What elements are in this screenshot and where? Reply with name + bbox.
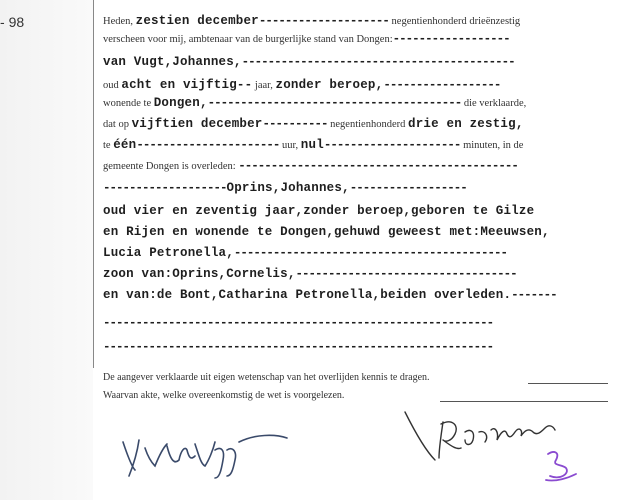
record-line xyxy=(103,32,510,46)
typed-text: Lucia Petronella, xyxy=(103,246,234,260)
printed-text: dat op xyxy=(103,119,132,130)
typed-text: nul xyxy=(300,138,324,152)
typed-text: zonder beroep, xyxy=(275,78,384,92)
typed-text: zestien december xyxy=(135,14,259,28)
closing-line-1 xyxy=(103,372,430,383)
page-number-value: 98 xyxy=(8,14,25,30)
typed-text: één xyxy=(113,138,137,152)
record-line xyxy=(103,204,534,218)
record-line xyxy=(103,117,524,131)
closing-line-2 xyxy=(103,390,344,401)
record-line xyxy=(103,96,526,110)
record-line xyxy=(103,340,493,354)
dash-fill: ------------------------------------------------------------ xyxy=(103,340,494,354)
printed-text: gemeente Dongen is overleden: xyxy=(103,161,239,172)
typed-text: en van:de Bont,Catharina Petronella,beiden overleden. xyxy=(103,288,512,302)
typed-text: zoon van:Oprins,Cornelis, xyxy=(103,267,296,281)
frame-border xyxy=(93,0,94,368)
printed-text: te xyxy=(103,140,114,151)
typed-text: van Vugt,Johannes, xyxy=(103,55,242,69)
typed-text: en Rijen en wonende te Dongen,gehuwd geweest met:Meeuwsen, xyxy=(103,225,550,239)
typed-text: Oprins,Johannes, xyxy=(226,181,350,195)
dash-fill: ------- xyxy=(511,288,557,302)
record-line xyxy=(103,181,467,195)
typed-text: acht en vijftig-- xyxy=(121,78,253,92)
record-line xyxy=(103,246,507,260)
page-number: - 98 xyxy=(0,14,25,30)
declarant-signature xyxy=(115,420,295,480)
closing-rule-1 xyxy=(528,383,608,384)
dash-fill: --------------------- xyxy=(323,138,461,152)
printed-text: oud xyxy=(103,80,122,91)
closing-text-2: Waarvan akte, welke overeenkomstig de wet is voorgelezen. xyxy=(103,390,345,401)
record-line xyxy=(103,55,515,69)
typed-text: drie en zestig, xyxy=(408,117,524,131)
dash-fill: ------------------------------------------- xyxy=(238,159,518,173)
dash-fill: ---------------------- xyxy=(136,138,280,152)
dash-fill: ---------- xyxy=(262,117,328,131)
printed-text: verscheen voor mij, ambtenaar van de burgerlijke stand van Dongen: xyxy=(103,34,393,45)
record-line xyxy=(103,78,500,92)
printed-text: negentienhonderd drieënzestig xyxy=(388,16,521,27)
typed-text: vijftien december xyxy=(131,117,263,131)
record-line xyxy=(103,138,523,152)
record-line xyxy=(103,288,557,302)
left-margin xyxy=(0,0,93,500)
dash-fill: ------------------------------------------ xyxy=(241,55,515,69)
record-line xyxy=(103,14,520,28)
dash-fill: ------------------------------------------ xyxy=(233,246,507,260)
typed-text: Dongen, xyxy=(153,96,208,110)
record-line xyxy=(103,267,517,281)
dash-fill: ------------------ xyxy=(349,181,467,195)
closing-text-1: De aangever verklaarde uit eigen wetenschap van het overlijden kennis te dragen. xyxy=(103,372,430,383)
printed-text: jaar, xyxy=(252,80,276,91)
printed-text: Heden, xyxy=(103,16,136,27)
dash-fill: ------------------------------------------------------------ xyxy=(103,316,494,330)
dash-fill: --------------------------------------- xyxy=(207,96,462,110)
typed-text: oud vier en zeventig jaar,zonder beroep,geboren te Gilze xyxy=(103,204,535,218)
dash-fill: ------------------- xyxy=(103,181,227,195)
record-line xyxy=(103,159,518,173)
dash-fill: ---------------------------------- xyxy=(295,267,517,281)
printed-text: negentienhonderd xyxy=(327,119,408,130)
dash-fill: ------------------ xyxy=(392,32,510,46)
dash-fill: ------------------ xyxy=(383,78,501,92)
printed-text: die verklaarde, xyxy=(461,98,527,109)
printed-text: uur, xyxy=(279,140,301,151)
dash-fill: -------------------- xyxy=(258,14,389,28)
printed-text: minuten, in de xyxy=(460,140,524,151)
record-line xyxy=(103,225,550,239)
record-line xyxy=(103,316,493,330)
printed-text: wonende te xyxy=(103,98,154,109)
purple-mark xyxy=(540,446,580,486)
